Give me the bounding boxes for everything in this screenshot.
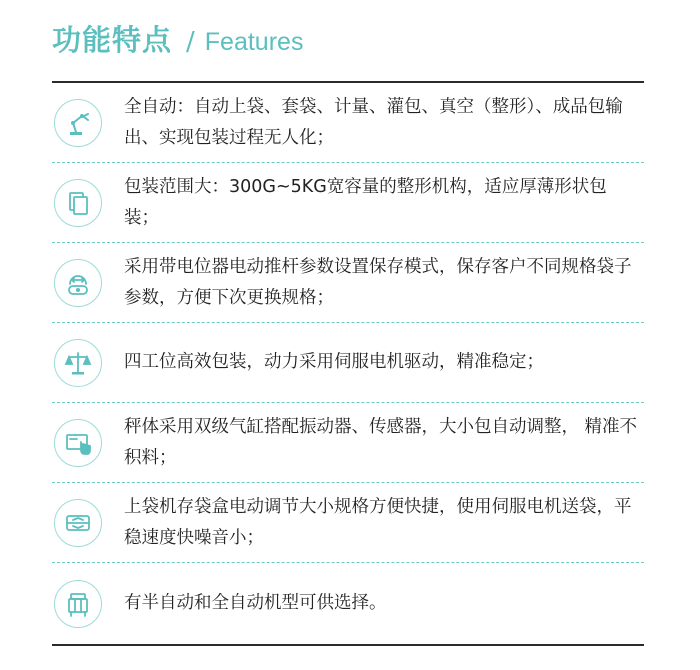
feature-text: 四工位高效包装，动力采用伺服电机驱动，精准稳定； bbox=[124, 352, 544, 372]
feature-text: 全自动：自动上袋、套袋、计量、灌包、真空（整形）、成品包输出、实现包装过程无人化； bbox=[124, 96, 623, 148]
feature-row bbox=[52, 83, 644, 163]
touch-screen-icon bbox=[54, 419, 102, 467]
feature-row bbox=[52, 403, 644, 483]
feature-row bbox=[52, 243, 644, 323]
adjust-box-icon bbox=[54, 499, 102, 547]
feature-text: 上袋机存袋盒电动调节大小规格方便快捷，使用伺服电机送袋，平稳速度快噪音小； bbox=[124, 496, 632, 548]
machine-icon bbox=[54, 580, 102, 628]
section-title-cn: 功能特点 bbox=[52, 23, 173, 57]
section-header bbox=[52, 18, 303, 58]
feature-row bbox=[52, 323, 644, 403]
section-title-en: Features bbox=[204, 28, 304, 56]
feature-row bbox=[52, 563, 644, 644]
bottom-rule bbox=[52, 644, 644, 646]
feature-row bbox=[52, 163, 644, 243]
feature-text: 秤体采用双级气缸搭配振动器、传感器，大小包自动调整， 精准不积料； bbox=[124, 416, 638, 468]
title-separator: / bbox=[186, 27, 195, 57]
pages-icon bbox=[54, 179, 102, 227]
feature-list bbox=[52, 83, 644, 644]
feature-text: 有半自动和全自动机型可供选择。 bbox=[124, 593, 387, 613]
cylinder-gauge-icon bbox=[54, 259, 102, 307]
robot-arm-icon bbox=[54, 99, 102, 147]
feature-text: 包装范围大：300G~5KG宽容量的整形机构，适应厚薄形状包装； bbox=[124, 176, 607, 228]
feature-text: 采用带电位器电动推杆参数设置保存模式，保存客户不同规格袋子参数，方便下次更换规格； bbox=[124, 256, 632, 308]
feature-row bbox=[52, 483, 644, 563]
balance-scale-icon bbox=[54, 339, 102, 387]
